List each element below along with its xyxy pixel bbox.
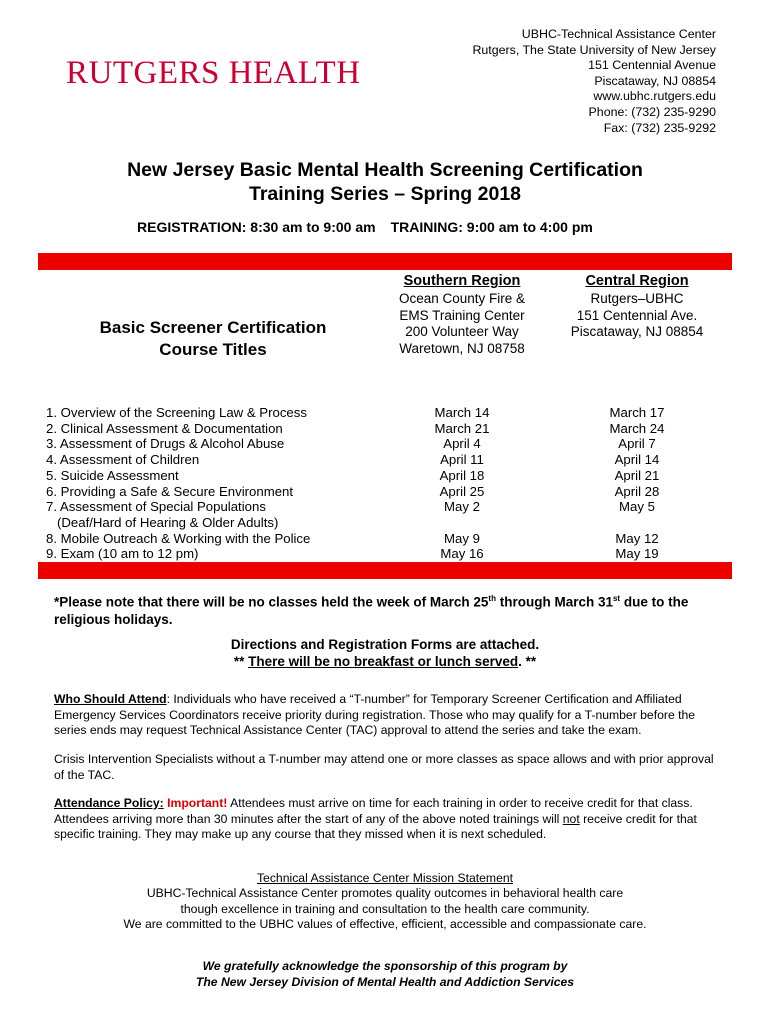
attendance-policy-paragraph bbox=[54, 796, 722, 843]
location-line: Rutgers–UBHC bbox=[590, 291, 684, 306]
date-cell: May 2 bbox=[444, 499, 480, 515]
location-line: Ocean County Fire & bbox=[398, 291, 526, 306]
date-cell: May 12 bbox=[615, 530, 659, 546]
central-dates bbox=[577, 405, 697, 562]
crisis-specialists-paragraph: Crisis Intervention Specialists without a T-number may attend one or more classes as space allows and with prior approval of the TAC. bbox=[54, 752, 714, 782]
attendance-text: receive credit for that specific training. They may make up any course that they missed when it is next scheduled. bbox=[54, 811, 697, 841]
date-cell: April 14 bbox=[614, 452, 660, 468]
location-line: Piscataway, NJ 08854 bbox=[570, 324, 704, 339]
location-line: EMS Training Center bbox=[399, 307, 525, 323]
note-text: *Please note that there will be no classes held the week of March 25 bbox=[54, 594, 489, 610]
no-meals-text: There will be no breakfast or lunch served bbox=[248, 654, 519, 669]
who-should-attend-paragraph bbox=[54, 692, 722, 739]
mission-line: UBHC-Technical Assistance Center promotes quality outcomes in behavioral health care bbox=[146, 886, 624, 901]
southern-location bbox=[382, 291, 542, 357]
course-item: 6. Providing a Safe & Secure Environment bbox=[46, 483, 294, 499]
course-item: 1. Overview of the Screening Law & Process bbox=[46, 405, 307, 420]
date-cell: April 28 bbox=[614, 483, 660, 499]
important-label: Important! bbox=[167, 796, 228, 810]
date-cell: May 9 bbox=[444, 530, 480, 546]
date-cell: April 18 bbox=[439, 467, 485, 483]
attendance-text: Attendees must arrive on time for each training in order to receive credit for that class. Attendees arriving more than 30 minutes after the start of any of the above noted trainings will bbox=[54, 796, 693, 826]
address-line: UBHC-Technical Assistance Center bbox=[521, 27, 716, 41]
title-line-1: New Jersey Basic Mental Health Screening Certification bbox=[127, 159, 643, 181]
course-list bbox=[46, 405, 310, 562]
title-line-2: Training Series – Spring 2018 bbox=[248, 183, 522, 205]
location-line: Waretown, NJ 08758 bbox=[399, 340, 525, 356]
directions-line: Directions and Registration Forms are attached. bbox=[230, 637, 540, 652]
date-cell: May 5 bbox=[619, 499, 655, 515]
address-line: Piscataway, NJ 08854 bbox=[594, 73, 716, 88]
course-item: 5. Suicide Assessment bbox=[46, 467, 179, 483]
who-should-attend-text: : Individuals who have received a “T-number” for Temporary Screener Certification and Affiliated Emergency Services Coordinators receive priority during registration. Those who may qualify for a T-number before the series ends may request Technical Assistance Center (TAC) approval to attend the series and take the exam. bbox=[54, 692, 696, 737]
date-cell-empty bbox=[402, 515, 522, 531]
note-sup: th bbox=[488, 594, 496, 603]
red-divider-bottom bbox=[38, 562, 732, 579]
course-item-continued: (Deaf/Hard of Hearing & Older Adults) bbox=[46, 514, 279, 530]
course-item: 7. Assessment of Special Populations bbox=[46, 499, 266, 515]
holiday-note bbox=[54, 590, 724, 628]
course-item: 4. Assessment of Children bbox=[46, 452, 200, 468]
no-meals-suffix: . ** bbox=[518, 654, 537, 669]
southern-region-header: Southern Region bbox=[403, 273, 521, 289]
course-heading-line-2: Course Titles bbox=[159, 340, 267, 359]
course-item: 9. Exam (10 am to 12 pm) bbox=[46, 546, 199, 562]
date-cell: April 11 bbox=[440, 452, 484, 468]
ack-line-2: The New Jersey Division of Mental Health and Addiction Services bbox=[195, 974, 575, 989]
sponsorship-acknowledgement bbox=[0, 959, 770, 990]
red-divider-top bbox=[38, 253, 732, 270]
date-cell-empty bbox=[577, 515, 697, 531]
website-link[interactable]: www.ubhc.rutgers.edu bbox=[593, 89, 716, 104]
address-line: Rutgers, The State University of New Jersey bbox=[472, 42, 716, 57]
directions-notice bbox=[0, 636, 770, 670]
training-time: TRAINING: 9:00 am to 4:00 pm bbox=[390, 219, 593, 235]
fax-number: Fax: (732) 235-9292 bbox=[603, 120, 716, 135]
attendance-not: not bbox=[562, 811, 580, 826]
registration-time: REGISTRATION: 8:30 am to 9:00 am bbox=[137, 219, 376, 235]
date-cell: March 14 bbox=[434, 405, 490, 420]
central-location bbox=[557, 291, 717, 341]
date-cell: April 25 bbox=[439, 483, 485, 499]
phone-number: Phone: (732) 235-9290 bbox=[588, 104, 716, 119]
who-should-attend-label: Who Should Attend bbox=[54, 692, 167, 706]
date-cell: April 7 bbox=[618, 436, 656, 452]
date-cell: March 17 bbox=[609, 405, 665, 420]
date-cell: May 19 bbox=[615, 546, 659, 562]
mission-heading: Technical Assistance Center Mission Statement bbox=[256, 871, 514, 885]
central-region-header: Central Region bbox=[585, 273, 689, 289]
attendance-policy-label: Attendance Policy: bbox=[54, 796, 164, 810]
schedule-times bbox=[137, 219, 593, 235]
date-cell: April 4 bbox=[443, 436, 481, 452]
rutgers-health-logo: RUTGERS HEALTH bbox=[66, 55, 361, 91]
note-text: due to the religious holidays. bbox=[54, 594, 689, 627]
mission-statement bbox=[0, 871, 770, 932]
no-meals-prefix: ** bbox=[233, 654, 249, 669]
address-line: 151 Centennial Avenue bbox=[588, 58, 716, 73]
note-sup: st bbox=[612, 594, 621, 603]
date-cell: March 21 bbox=[434, 420, 490, 436]
course-item: 3. Assessment of Drugs & Alcohol Abuse bbox=[46, 436, 285, 452]
course-heading-line-1: Basic Screener Certification bbox=[99, 318, 327, 337]
date-cell: May 16 bbox=[440, 546, 484, 562]
date-cell: April 21 bbox=[614, 467, 660, 483]
contact-address-block bbox=[472, 27, 716, 136]
southern-dates bbox=[402, 405, 522, 562]
course-item: 8. Mobile Outreach & Working with the Police bbox=[46, 530, 311, 546]
mission-line: We are committed to the UBHC values of effective, efficient, accessible and compassionate care. bbox=[123, 916, 647, 931]
mission-line: though excellence in training and consultation to the health care community. bbox=[180, 901, 590, 916]
location-line: 200 Volunteer Way bbox=[405, 324, 519, 339]
course-titles-heading bbox=[38, 317, 388, 361]
location-line: 151 Centennial Ave. bbox=[576, 307, 698, 323]
course-item: 2. Clinical Assessment & Documentation bbox=[46, 420, 283, 436]
page-title bbox=[0, 158, 770, 206]
no-meals-line bbox=[0, 653, 770, 670]
note-text: through March 31 bbox=[495, 594, 613, 610]
date-cell: March 24 bbox=[609, 420, 665, 436]
ack-line-1: We gratefully acknowledge the sponsorship of this program by bbox=[202, 959, 568, 973]
